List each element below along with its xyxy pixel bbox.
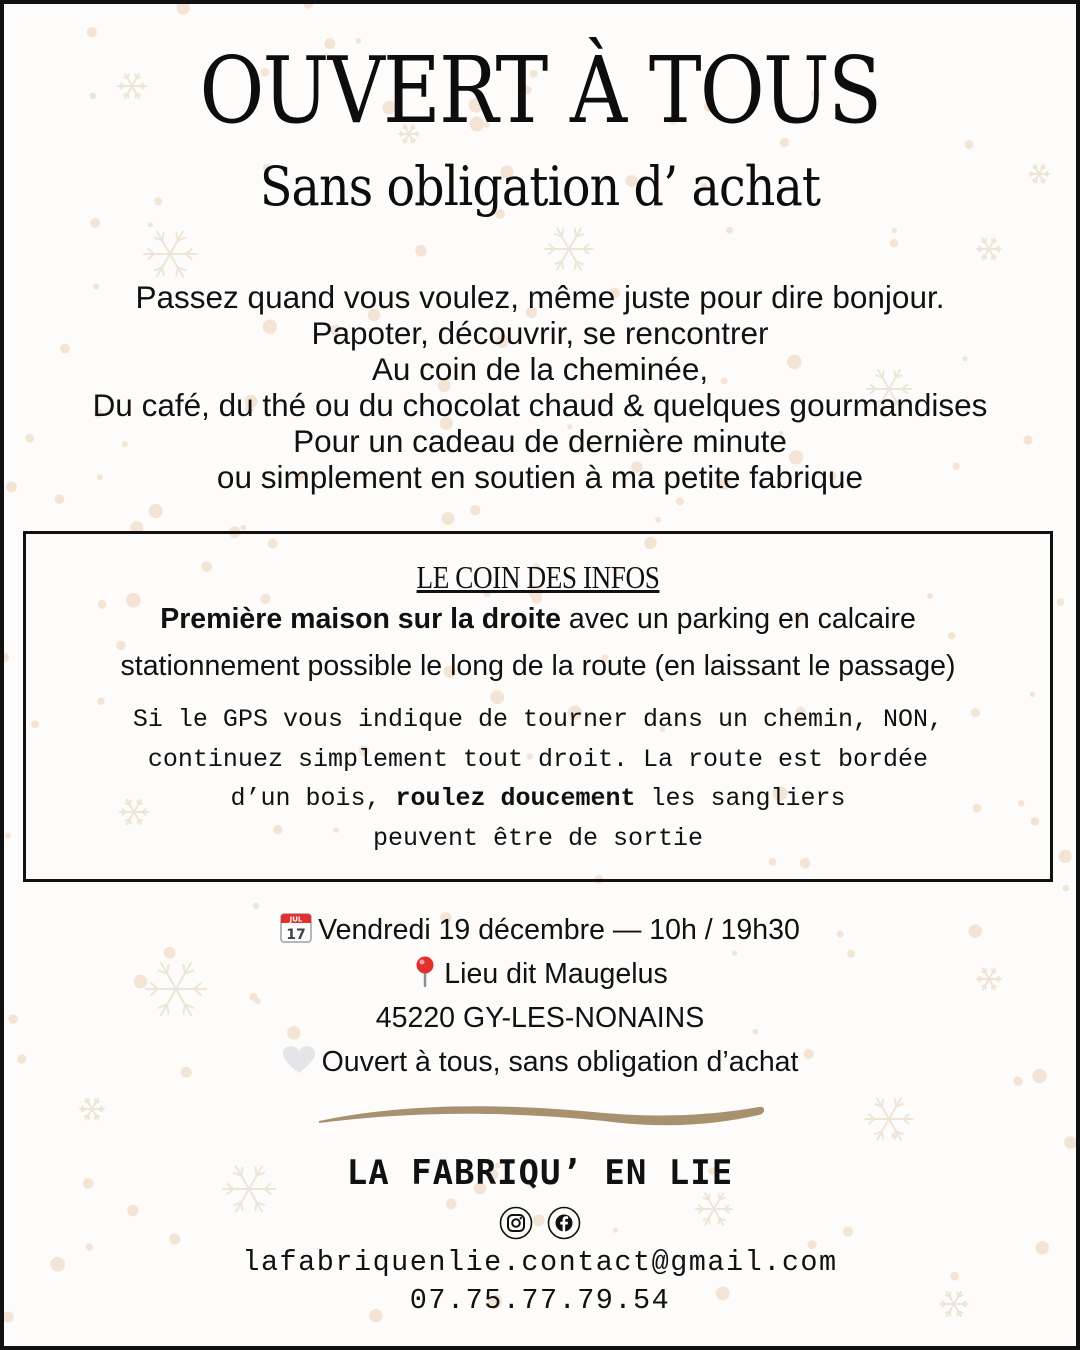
background-dot	[1064, 1136, 1076, 1149]
event-details	[4, 908, 1076, 1084]
background-dot	[4, 653, 9, 663]
page-title: OUVERT À TOUS	[199, 37, 881, 144]
background-dot	[676, 497, 684, 505]
parking-info-rest: avec un parking en calcaire	[560, 603, 916, 635]
background-dot	[442, 512, 455, 525]
background-dot	[5, 833, 11, 839]
calendar-icon	[280, 911, 312, 943]
intro-line: Du café, du thé ou du chocolat chaud & quelques gourmandises	[92, 387, 988, 423]
background-dot	[241, 525, 246, 530]
social-links	[4, 1206, 1076, 1242]
heart-icon	[282, 1045, 316, 1075]
parking-info	[26, 596, 1050, 643]
snowflake-icon	[545, 228, 593, 270]
background-dot	[726, 227, 733, 234]
background-dot	[470, 505, 480, 515]
event-open-row	[4, 1040, 1076, 1084]
snowflake-icon	[80, 1099, 104, 1120]
gps-warning-text: d’un bois,	[230, 784, 396, 813]
brand-name: LA FABRIQU’ EN LIE	[346, 1153, 734, 1193]
gps-warning-line: continuez simplement tout droit. La route est bordée	[147, 744, 929, 774]
intro-line: ou simplement en soutien à ma petite fabrique	[216, 459, 864, 495]
background-dot	[149, 504, 163, 518]
background-dot	[415, 245, 427, 257]
street-parking-info: stationnement possible le long de la route (en laissant le passage)	[120, 650, 956, 682]
background-dot	[890, 239, 898, 247]
background-dot	[1063, 885, 1070, 892]
intro-line: Au coin de la cheminée,	[371, 351, 709, 387]
event-address: 45220 GY-LES-NONAINS	[375, 1002, 705, 1034]
info-box	[23, 531, 1053, 882]
decorative-swoosh	[314, 1099, 764, 1139]
event-open-text: Ouvert à tous, sans obligation d’achat	[321, 1046, 799, 1078]
contact-email[interactable]: lafabriquenlie.contact@gmail.com	[242, 1246, 838, 1279]
intro-line: Papoter, découvrir, se rencontrer	[311, 315, 769, 351]
background-dot	[1059, 850, 1072, 863]
intro-text	[4, 279, 1076, 495]
gps-warning-line	[26, 779, 1050, 819]
gps-warning-text: les sangliers	[635, 784, 846, 813]
snowflake-icon	[144, 232, 196, 277]
map-pin-icon	[412, 955, 438, 987]
background-dot	[177, 4, 190, 15]
instagram-icon[interactable]	[499, 1206, 533, 1240]
background-dot	[1057, 598, 1064, 605]
intro-line: Passez quand vous voulez, même juste pour dire bonjour.	[135, 279, 945, 315]
event-place: Lieu dit Maugelus	[444, 958, 668, 990]
gps-warning-line: Si le GPS vous indique de tourner dans un chemin, NON,	[132, 705, 944, 734]
parking-info-bold: Première maison sur la droite	[160, 603, 561, 635]
event-place-row	[4, 952, 1076, 996]
background-dot	[148, 222, 153, 227]
info-box-title: LE COIN DES INFOS	[416, 559, 660, 595]
intro-line: Pour un cadeau de dernière minute	[293, 423, 787, 459]
gps-warning-line: peuvent être de sortie	[372, 823, 704, 853]
calendar-month: JUL	[289, 915, 303, 924]
page-subtitle: Sans obligation d’ achat	[259, 155, 821, 218]
calendar-day: 17	[286, 927, 306, 943]
snowflake-icon	[977, 239, 1001, 260]
snowflake-icon	[1029, 165, 1049, 182]
contact-phone[interactable]: 07.75.77.79.54	[409, 1284, 671, 1317]
background-dot	[655, 517, 661, 523]
snowflake-icon	[865, 1098, 913, 1140]
background-dot	[304, 4, 314, 9]
background-dot	[55, 494, 65, 504]
contact-info	[4, 1244, 1076, 1320]
event-date-row	[4, 908, 1076, 952]
event-date: Vendredi 19 décembre — 10h / 19h30	[318, 914, 800, 946]
gps-warning-bold: roulez doucement	[395, 784, 636, 813]
gps-warning	[26, 700, 1050, 858]
background-dot	[892, 228, 897, 233]
facebook-icon[interactable]	[547, 1206, 581, 1240]
